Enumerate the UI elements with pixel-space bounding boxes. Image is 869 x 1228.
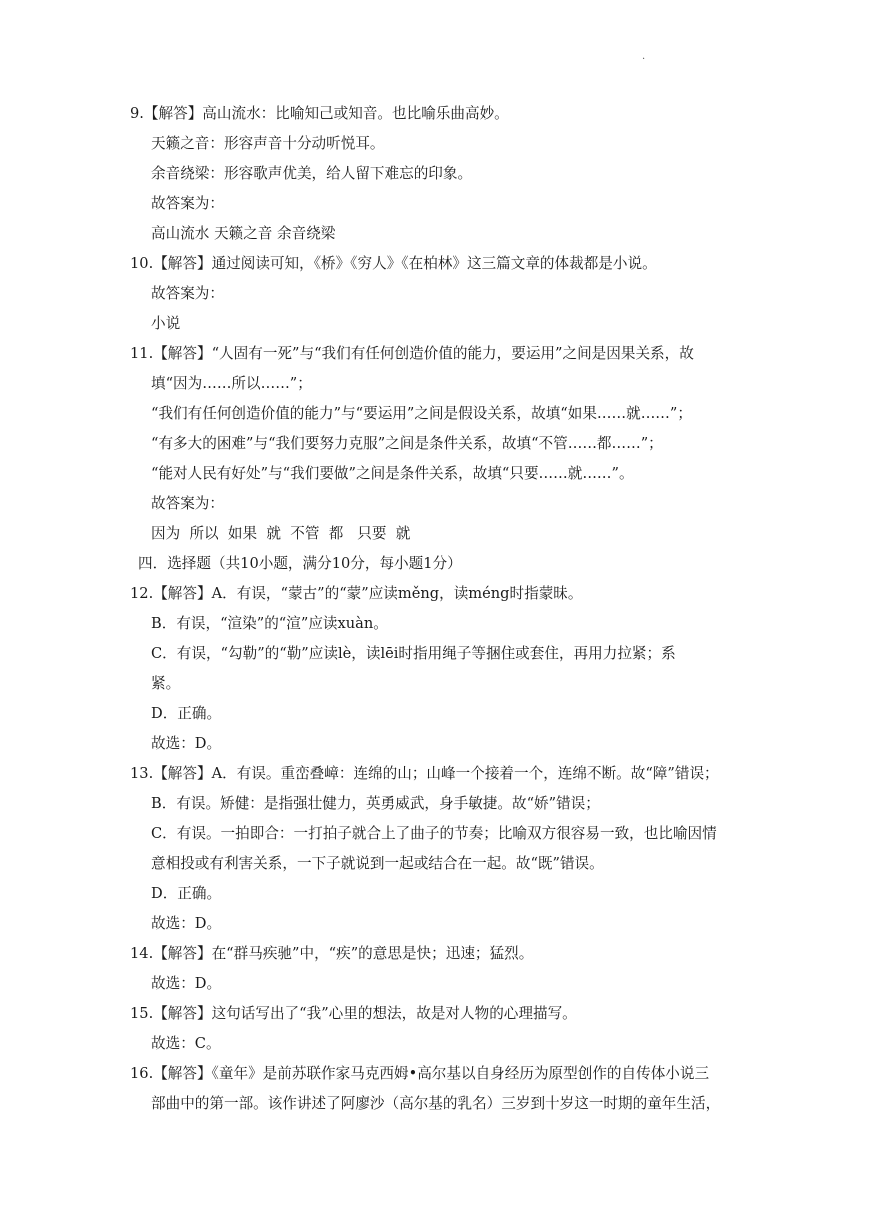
answer-11-line: 填“因为……所以……”； xyxy=(151,375,312,392)
answer-13-result: 故选：D。 xyxy=(151,915,222,932)
answer-15-result: 故选：C。 xyxy=(151,1035,221,1052)
page-marker-dot: . xyxy=(642,51,646,62)
answer-9-heading: 9.【解答】高山流水：比喻知己或知音。也比喻乐曲高妙。 xyxy=(130,105,509,122)
answer-13-heading: 13.【解答】A．有误。重峦叠嶂：连绵的山；山峰一个接着一个，连绵不断。故“障”错误； xyxy=(130,765,719,782)
answer-12-heading: 12.【解答】A．有误，“蒙古”的“蒙”应读měng，读méng时指蒙昧。 xyxy=(130,585,583,602)
answer-11-label: 故答案为： xyxy=(151,495,224,512)
answer-12-line: C．有误，“勾勒”的“勒”应读lè，读lēi时指用绳子等捆住或套住，再用力拉紧；系 xyxy=(151,645,676,662)
answer-10-label: 故答案为： xyxy=(151,285,224,302)
answer-9-label: 故答案为： xyxy=(151,195,224,212)
answer-11-line: “有多大的困难”与“我们要努力克服”之间是条件关系，故填“不管……都……”； xyxy=(151,435,663,452)
answer-10-heading: 10.【解答】通过阅读可知，《桥》《穷人》《在柏林》这三篇文章的体裁都是小说。 xyxy=(130,255,657,272)
answer-14-result: 故选：D。 xyxy=(151,975,222,992)
answer-16-heading: 16.【解答】《童年》是前苏联作家马克西姆•高尔基以自身经历为原型创作的自传体小说三 xyxy=(130,1065,710,1082)
answer-13-line: 意相投或有利害关系，一下子就说到一起或结合在一起。故“既”错误。 xyxy=(151,855,604,872)
answer-16-line: 部曲中的第一部。该作讲述了阿廖沙（高尔基的乳名）三岁到十岁这一时期的童年生活， xyxy=(151,1095,721,1112)
answer-13-line: D．正确。 xyxy=(151,885,222,902)
answer-11-result: 因为 所以 如果 就 不管 都 只要 就 xyxy=(151,525,411,542)
answer-14-heading: 14.【解答】在“群马疾驰”中，“疾”的意思是快；迅速；猛烈。 xyxy=(130,945,534,962)
answer-11-line: “能对人民有好处”与“我们要做”之间是条件关系，故填“只要……就……”。 xyxy=(151,465,634,482)
answer-9-result: 高山流水 天籁之音 余音绕梁 xyxy=(151,225,336,242)
answer-12-result: 故选：D。 xyxy=(151,735,222,752)
answer-11-heading: 11.【解答】“人固有一死”与“我们有任何创造价值的能力，要运用”之间是因果关系，故 xyxy=(130,345,694,362)
section-4-heading: 四．选择题（共10小题，满分10分，每小题1分） xyxy=(138,555,462,572)
answer-12-line: D．正确。 xyxy=(151,705,222,722)
answer-10-result: 小说 xyxy=(151,315,181,332)
answer-9-line: 余音绕梁：形容歌声优美，给人留下难忘的印象。 xyxy=(151,165,473,182)
answer-12-line: 紧。 xyxy=(151,675,181,692)
answer-13-line: B．有误。矫健：是指强壮健力，英勇威武，身手敏捷。故“娇”错误； xyxy=(151,795,600,812)
answer-9-line: 天籁之音：形容声音十分动听悦耳。 xyxy=(151,135,385,152)
answer-15-heading: 15.【解答】这句话写出了“我”心里的想法，故是对人物的心理描写。 xyxy=(130,1005,577,1022)
answer-11-line: “我们有任何创造价值的能力”与“要运用”之间是假设关系，故填“如果……就……”； xyxy=(151,405,692,422)
answer-12-line: B．有误，“渲染”的“渲”应读xuàn。 xyxy=(151,615,388,632)
answer-13-line: C．有误。一拍即合：一打拍子就合上了曲子的节奏；比喻双方很容易一致，也比喻因情 xyxy=(151,825,717,842)
